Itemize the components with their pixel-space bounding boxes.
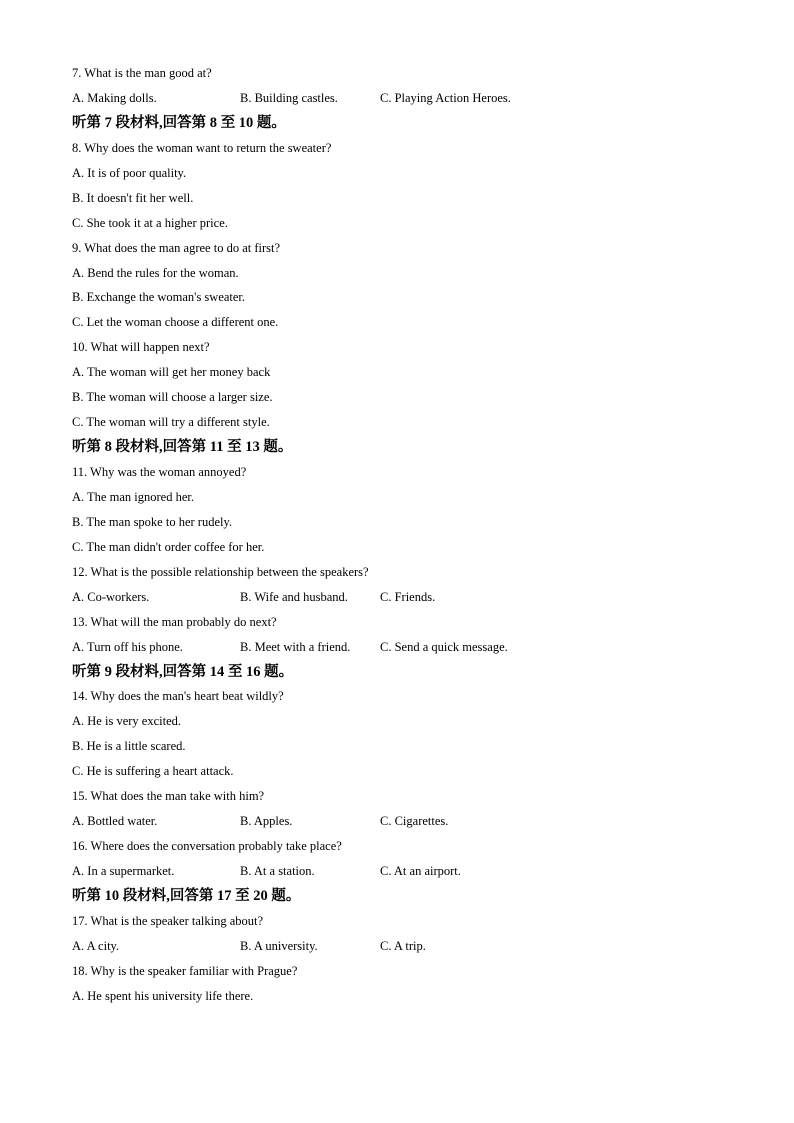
option-c: C. Friends. (380, 589, 436, 604)
option-line: A. It is of poor quality. (72, 165, 187, 180)
question-line: 12. What is the possible relationship between the speakers? (72, 564, 369, 579)
option-line: C. The man didn't order coffee for her. (72, 539, 265, 554)
question-line: 10. What will happen next? (72, 340, 210, 355)
option-line: B. The man spoke to her rudely. (72, 514, 233, 529)
options-row (72, 934, 732, 959)
question-line: 13. What will the man probably do next? (72, 614, 277, 629)
section-heading: 听第 9 段材料,回答第 14 至 16 题。 (72, 663, 294, 680)
option-line: A. The woman will get her money back (72, 365, 271, 380)
options-row (72, 585, 732, 610)
option-a: A. Turn off his phone. (72, 639, 183, 654)
option-line: C. The woman will try a different style. (72, 415, 270, 430)
option-line: B. He is a little scared. (72, 739, 186, 754)
option-line: C. He is suffering a heart attack. (72, 764, 234, 779)
option-c: C. Send a quick message. (380, 639, 508, 654)
option-a: A. In a supermarket. (72, 864, 175, 878)
question-line: 15. What does the man take with him? (72, 789, 265, 804)
option-line: A. Bend the rules for the woman. (72, 265, 239, 280)
options-row (72, 809, 732, 834)
option-line: B. Exchange the woman's sweater. (72, 290, 246, 305)
document-page (72, 61, 732, 1009)
option-line: A. He is very excited. (72, 714, 181, 729)
question-line: 7. What is the man good at? (72, 66, 212, 80)
option-a: A. A city. (72, 938, 120, 953)
option-a: A. Co-workers. (72, 589, 150, 604)
option-line: A. He spent his university life there. (72, 988, 254, 1003)
options-row (72, 859, 732, 884)
option-b: B. Apples. (240, 814, 293, 829)
option-c: C. Playing Action Heroes. (380, 90, 511, 105)
option-b: B. A university. (240, 938, 318, 953)
question-line: 17. What is the speaker talking about? (72, 913, 264, 928)
options-row (72, 635, 732, 660)
option-b: B. At a station. (240, 864, 315, 878)
option-a: A. Making dolls. (72, 90, 157, 105)
question-line: 9. What does the man agree to do at first? (72, 240, 281, 255)
question-line: 11. Why was the woman annoyed? (72, 465, 247, 479)
question-line: 14. Why does the man's heart beat wildly? (72, 689, 284, 704)
option-b: B. Meet with a friend. (240, 639, 351, 654)
section-heading: 听第 8 段材料,回答第 11 至 13 题。 (72, 439, 293, 456)
option-line: B. It doesn't fit her well. (72, 190, 194, 205)
question-line: 16. Where does the conversation probably take place? (72, 839, 342, 854)
question-line: 8. Why does the woman want to return the sweater? (72, 140, 332, 155)
option-c: C. Cigarettes. (380, 814, 449, 829)
option-line: C. She took it at a higher price. (72, 215, 228, 230)
option-c: C. At an airport. (380, 864, 461, 878)
option-line: B. The woman will choose a larger size. (72, 390, 273, 405)
option-line: C. Let the woman choose a different one. (72, 315, 279, 330)
option-c: C. A trip. (380, 938, 426, 953)
option-b: B. Wife and husband. (240, 589, 348, 604)
section-heading: 听第 7 段材料,回答第 8 至 10 题。 (72, 114, 286, 131)
question-line: 18. Why is the speaker familiar with Prague? (72, 963, 298, 978)
option-a: A. Bottled water. (72, 814, 158, 829)
option-b: B. Building castles. (240, 90, 338, 105)
option-line: A. The man ignored her. (72, 489, 194, 504)
section-heading: 听第 10 段材料,回答第 17 至 20 题。 (72, 887, 301, 904)
options-row (72, 86, 732, 111)
